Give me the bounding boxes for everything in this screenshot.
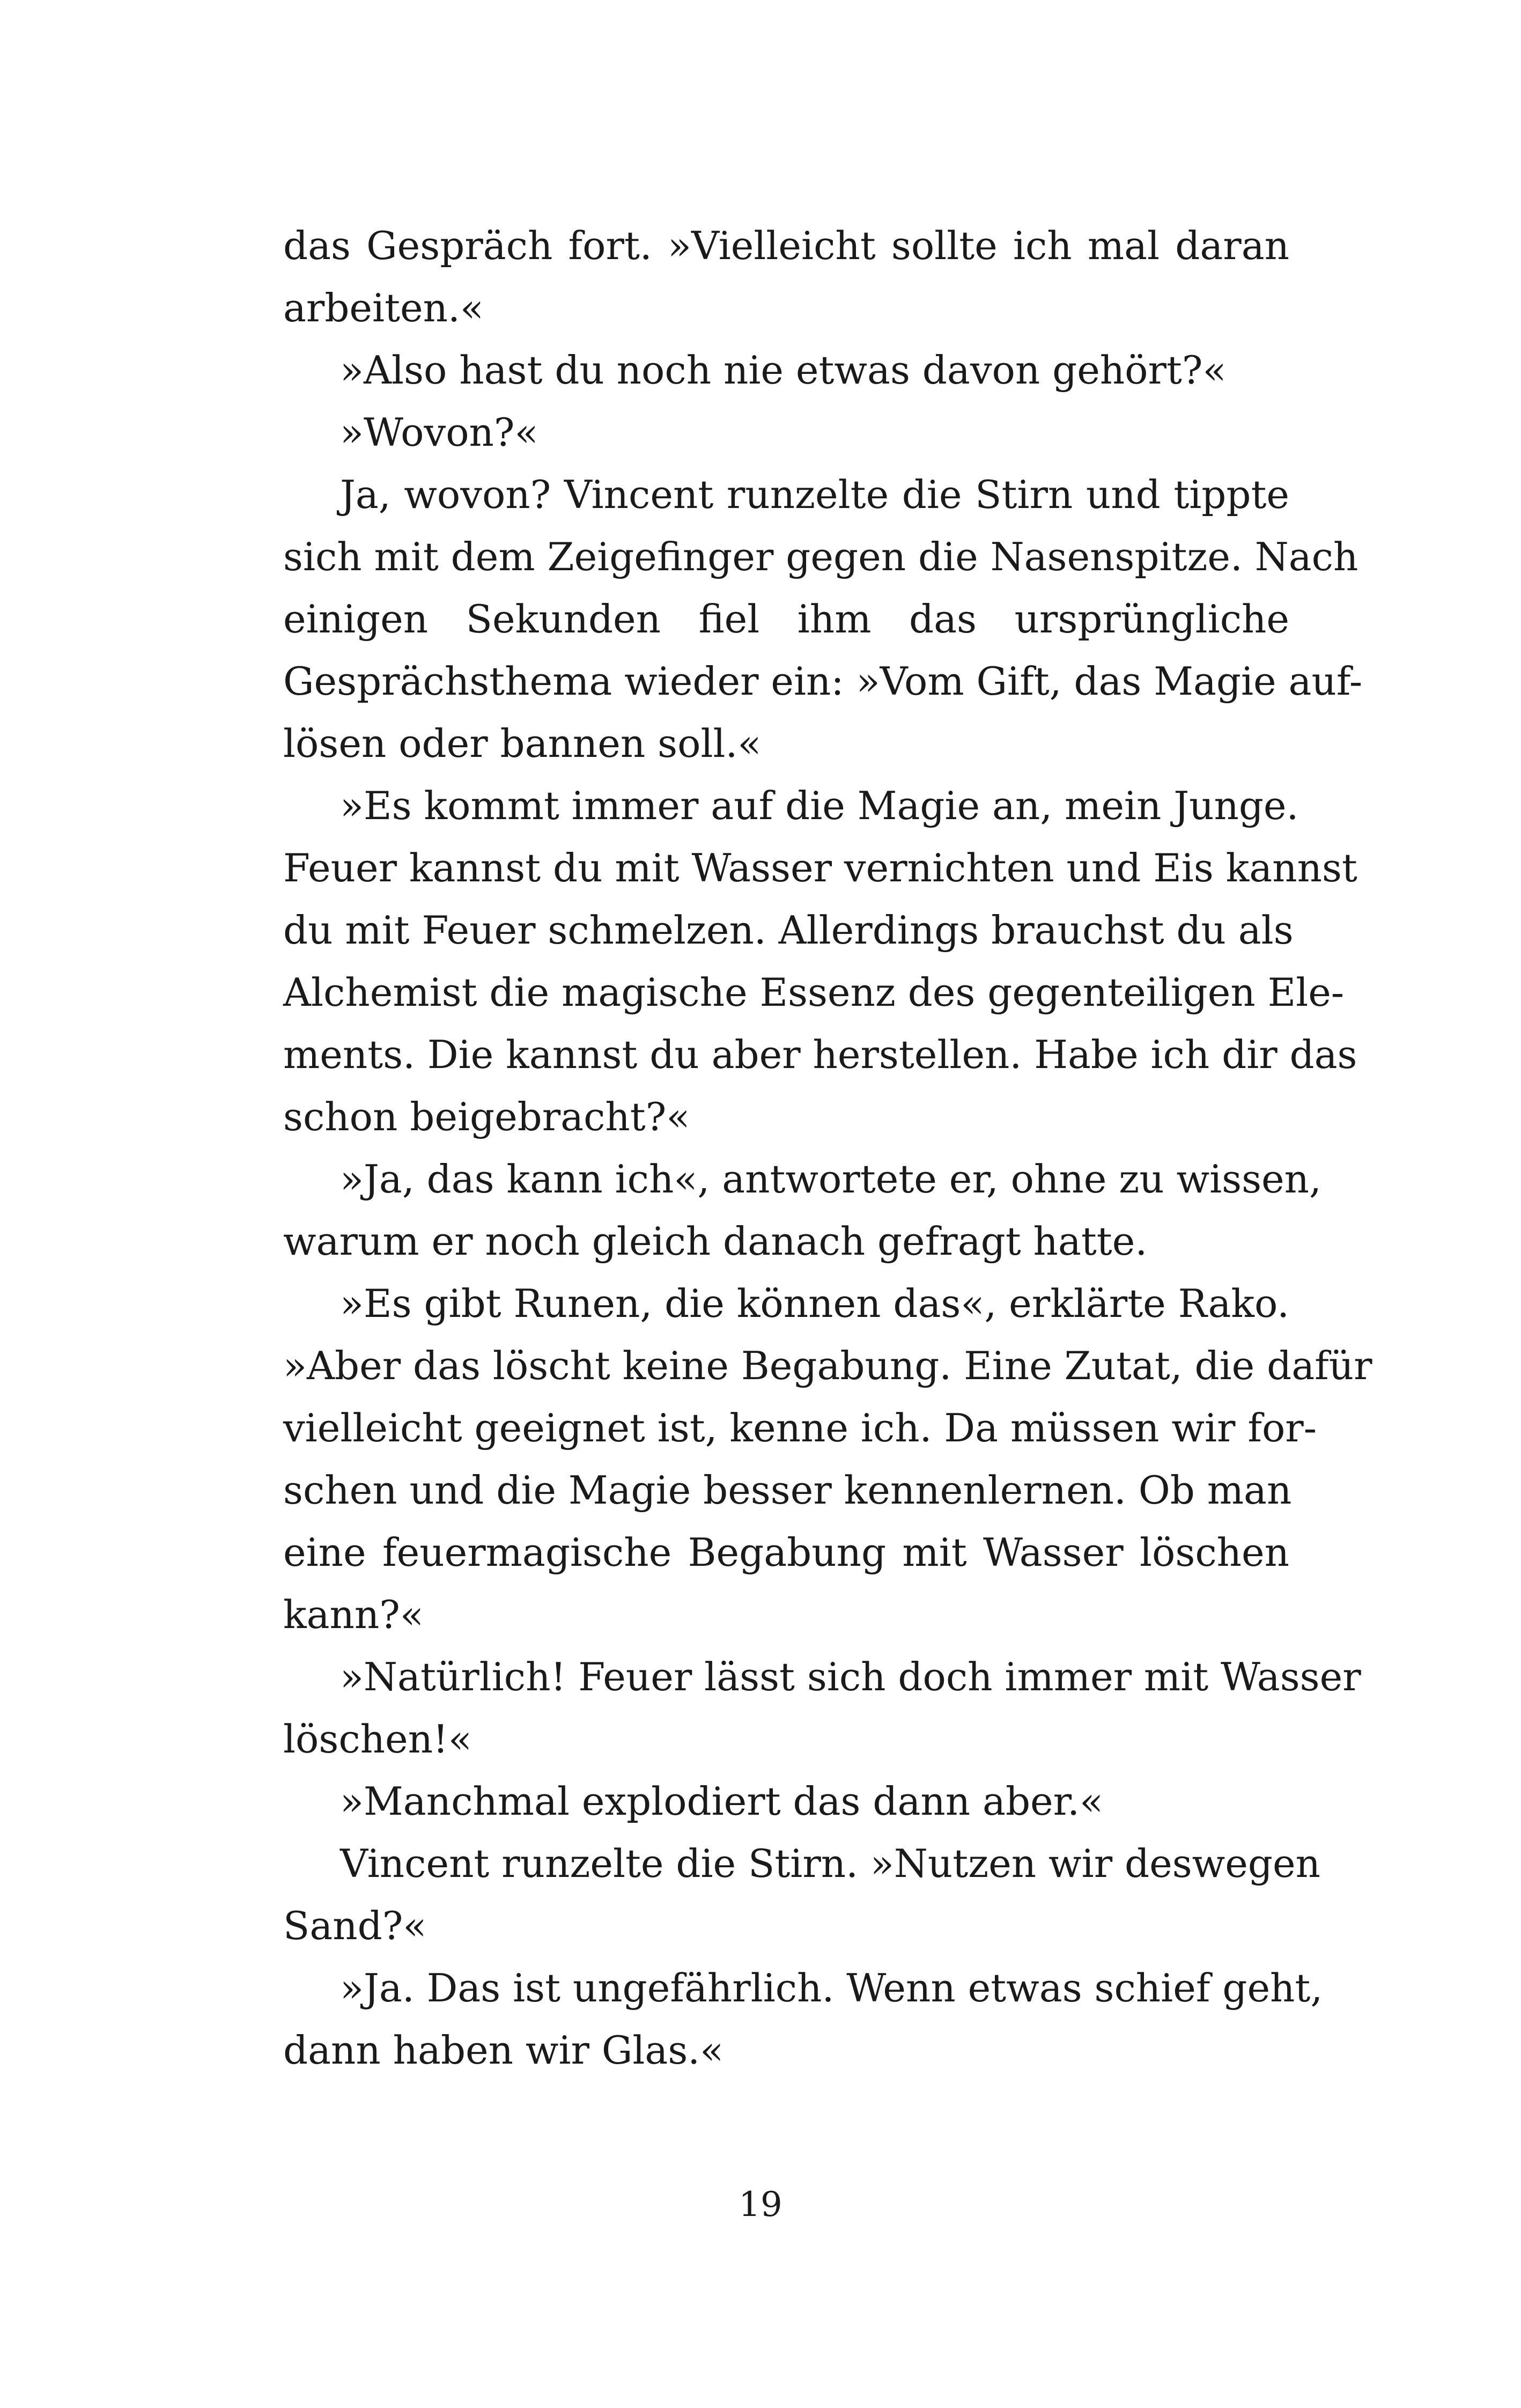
text-line: »Natürlich! Feuer lässt sich doch immer mit Wasser	[340, 1654, 1361, 1699]
text-line: »Aber das löscht keine Begabung. Eine Zutat, die dafür	[283, 1343, 1372, 1388]
text-line: sich mit dem Zeigefinger gegen die Nasenspitze. Nach	[283, 534, 1358, 579]
text-line: Alchemist die magische Essenz des gegenteiligen Ele-	[283, 970, 1345, 1015]
text-line: Vincent runzelte die Stirn. »Nutzen wir deswegen	[340, 1841, 1320, 1886]
text-line: Sand?«	[283, 1903, 427, 1948]
text-line: arbeiten.«	[283, 285, 484, 330]
text-line: Ja, wovon? Vincent runzelte die Stirn und tippte	[340, 472, 1289, 517]
text-line: du mit Feuer schmelzen. Allerdings brauchst du als	[283, 908, 1294, 953]
text-line: vielleicht geeignet ist, kenne ich. Da müssen wir for-	[283, 1405, 1317, 1450]
text-line: lösen oder bannen soll.«	[283, 721, 762, 766]
text-line: »Manchmal explodiert das dann aber.«	[340, 1779, 1104, 1824]
text-line: schon beigebracht?«	[283, 1094, 690, 1139]
text-line: »Wovon?«	[340, 410, 538, 455]
text-line: ments. Die kannst du aber herstellen. Habe ich dir das	[283, 1032, 1357, 1077]
text-line: löschen!«	[283, 1717, 472, 1762]
text-line: »Es kommt immer auf die Magie an, mein Junge.	[340, 783, 1299, 828]
text-line: schen und die Magie besser kennenlernen. Ob man	[283, 1468, 1292, 1513]
text-line: Feuer kannst du mit Wasser vernichten und Eis kannst	[283, 845, 1357, 890]
text-line: einigen Sekunden fiel ihm das ursprüngliche	[283, 597, 1289, 642]
text-line: eine feuermagische Begabung mit Wasser löschen	[283, 1530, 1289, 1575]
text-line: dann haben wir Glas.«	[283, 2028, 724, 2073]
text-line: Gesprächsthema wieder ein: »Vom Gift, das Magie auf-	[283, 659, 1363, 704]
text-line: »Also hast du noch nie etwas davon gehört?«	[340, 348, 1227, 393]
text-line: kann?«	[283, 1592, 424, 1637]
text-line: »Es gibt Runen, die können das«, erklärte Rako.	[340, 1281, 1290, 1326]
text-line: »Ja, das kann ich«, antwortete er, ohne zu wissen,	[340, 1157, 1321, 1202]
page-number: 19	[739, 2185, 782, 2225]
text-line: warum er noch gleich danach gefragt hatte.	[283, 1219, 1148, 1264]
text-line: das Gespräch fort. »Vielleicht sollte ich mal daran	[283, 223, 1289, 268]
text-line: »Ja. Das ist ungefährlich. Wenn etwas schief geht,	[340, 1965, 1323, 2011]
